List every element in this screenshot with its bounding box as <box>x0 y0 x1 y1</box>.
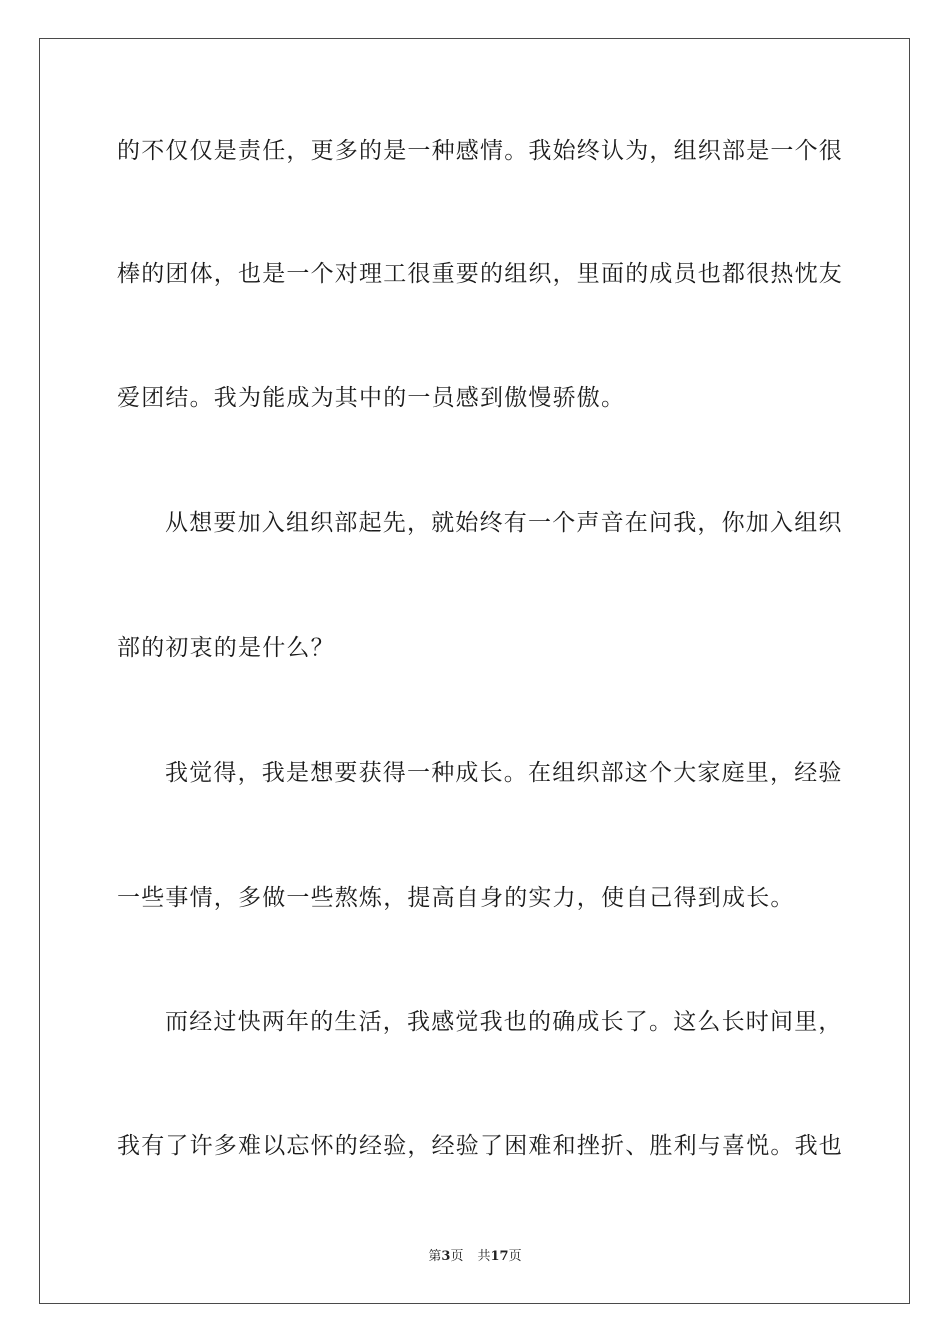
page-border <box>39 38 910 1304</box>
text-line-9: 我有了许多难以忘怀的经验，经验了困难和挫折、胜利与喜悦。我也 <box>117 1133 843 1159</box>
page-suffix: 页 <box>450 1249 464 1264</box>
text-line-4: 从想要加入组织部起先，就始终有一个声音在问我，你加入组织 <box>165 510 843 536</box>
text-line-6: 我觉得，我是想要获得一种成长。在组织部这个大家庭里，经验 <box>165 760 843 786</box>
page-footer <box>0 1248 950 1266</box>
text-line-3: 爱团结。我为能成为其中的一员感到傲慢骄傲。 <box>117 385 626 411</box>
total-suffix: 页 <box>508 1249 522 1264</box>
text-line-2: 棒的团体，也是一个对理工很重要的组织，里面的成员也都很热忱友 <box>117 261 843 287</box>
text-line-7: 一些事情，多做一些熬炼，提高自身的实力，使自己得到成长。 <box>117 885 795 911</box>
text-line-5: 部的初衷的是什么？ <box>117 635 335 661</box>
page-prefix: 第 <box>428 1249 442 1264</box>
text-line-8: 而经过快两年的生活，我感觉我也的确成长了。这么长时间里， <box>165 1009 843 1035</box>
total-prefix: 共 <box>477 1249 491 1264</box>
total-pages: 17 <box>490 1249 509 1264</box>
text-line-1: 的不仅仅是责任，更多的是一种感情。我始终认为，组织部是一个很 <box>117 138 843 164</box>
page-number: 3 <box>441 1249 451 1264</box>
